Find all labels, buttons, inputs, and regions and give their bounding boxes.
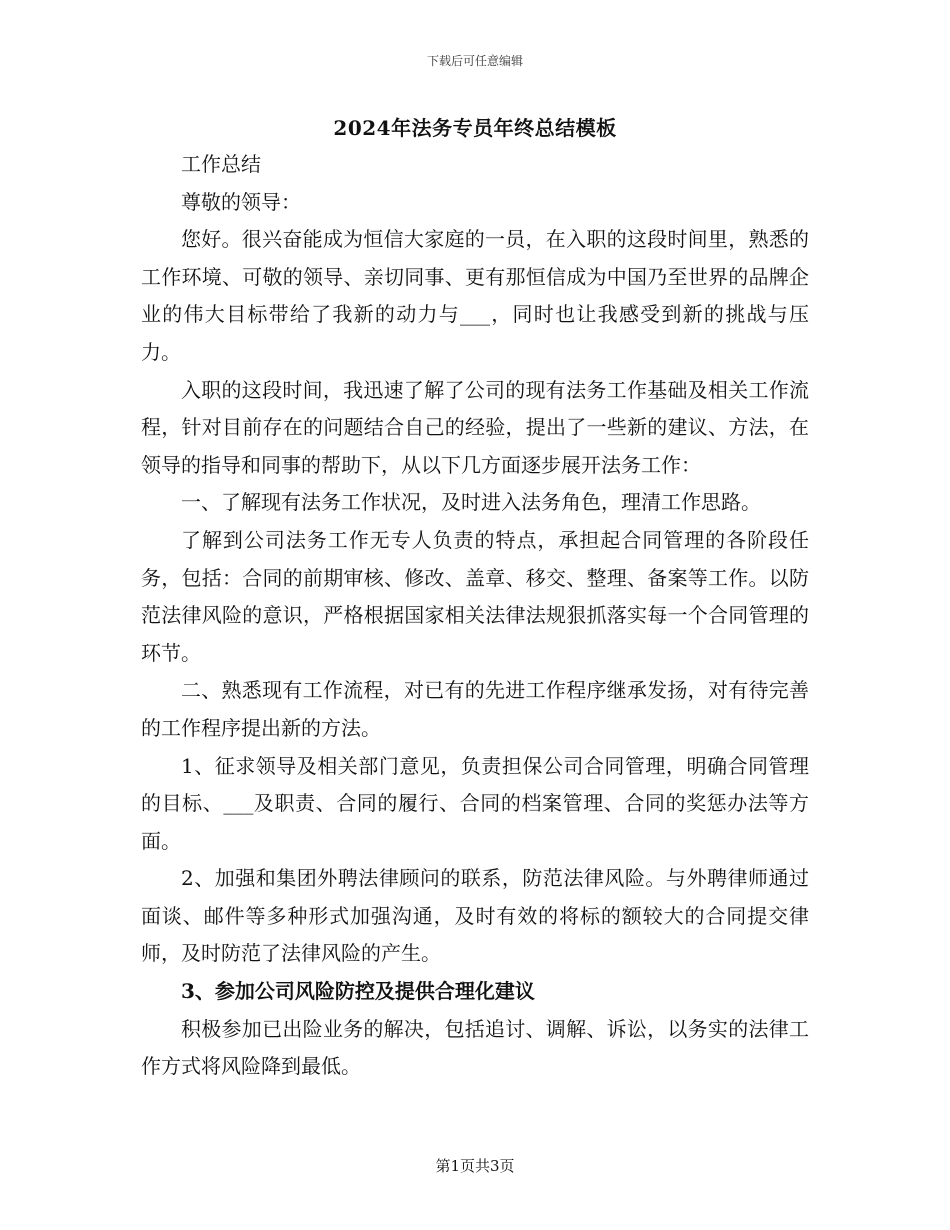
item-heading: 二、熟悉现有工作流程，对已有的先进工作程序继承发扬，对有待完善的工作程序提出新的方法。 xyxy=(141,678,809,740)
list-item: 2、加强和集团外聘法律顾问的联系，防范法律风险。与外聘律师通过面谈、邮件等多种形式加强沟通，及时有效的将标的额较大的合同提交律师，及时防范了法律风险的产生。 xyxy=(141,866,809,966)
bold-subheading: 3、参加公司风险防控及提供合理化建议 xyxy=(181,979,535,1004)
document-title: 2024年法务专员年终总结模板 xyxy=(333,116,617,140)
body-paragraph: 入职的这段时间，我迅速了解了公司的现有法务工作基础及相关工作流程，针对目前存在的问题结合自己的经验，提出了一些新的建议、方法，在领导的指导和同事的帮助下，从以下几方面逐步展开法务工作： xyxy=(141,377,809,477)
list-item: 1、征求领导及相关部门意见，负责担保公司合同管理，明确合同管理的目标、___及职责、合同的履行、合同的档案管理、合同的奖惩办法等方面。 xyxy=(141,753,809,853)
page-number: 第1页共3页 xyxy=(435,1157,515,1175)
body-paragraph: 您好。很兴奋能成为恒信大家庭的一员，在入职的这段时间里，熟悉的工作环境、可敬的领导、亲切同事、更有那恒信成为中国乃至世界的品牌企业的伟大目标带给了我新的动力与___，同时也让我感受到新的挑战与压力。 xyxy=(141,227,809,364)
document-body xyxy=(141,146,809,1086)
item-heading: 一、了解现有法务工作状况，及时进入法务角色，理清工作思路。 xyxy=(181,490,761,515)
body-paragraph: 积极参加已出险业务的解决，包括追讨、调解、诉讼，以务实的法律工作方式将风险降到最低。 xyxy=(141,1016,809,1079)
body-paragraph: 了解到公司法务工作无专人负责的特点，承担起合同管理的各阶段任务，包括：合同的前期审核、修改、盖章、移交、整理、备案等工作。以防范法律风险的意识，严格根据国家相关法律法规狠抓落实每一个合同管理的环节。 xyxy=(141,527,809,665)
section-heading: 工作总结 xyxy=(181,152,261,176)
header-note: 下载后可任意编辑 xyxy=(426,54,523,68)
salutation: 尊敬的领导： xyxy=(181,189,301,214)
